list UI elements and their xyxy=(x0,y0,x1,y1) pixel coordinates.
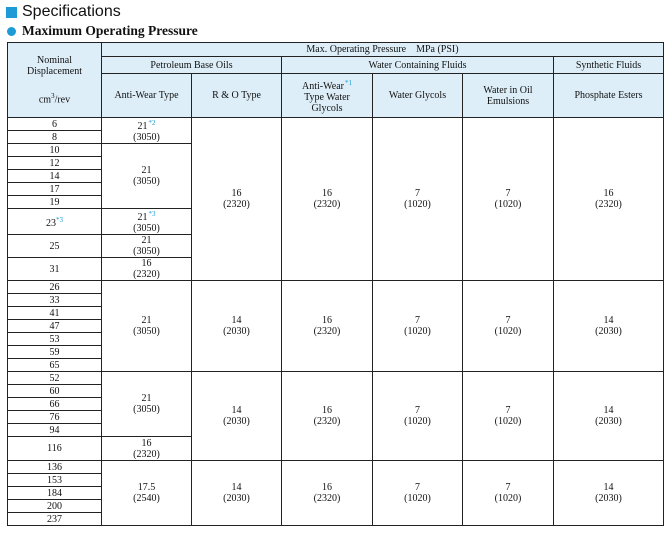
aw-water-glycol-header: Anti-Wear$^{*1}$ Type Water Glycols xyxy=(282,74,373,118)
displacement-cell: 41 xyxy=(8,307,102,320)
phosphate-cell: 16 (2320) xyxy=(554,118,664,281)
displacement-cell: 31 xyxy=(8,258,102,281)
displacement-cell: 12 xyxy=(8,157,102,170)
nominal-displacement-header xyxy=(8,43,102,118)
displacement-cell: 47 xyxy=(8,320,102,333)
ro-cell: 14 (2030) xyxy=(192,372,282,461)
aw-water-cell: 16 (2320) xyxy=(282,118,373,281)
displacement-cell: 136 xyxy=(8,461,102,474)
water-glycols-header: Water Glycols xyxy=(373,74,463,118)
displacement-cell: 23$^{*3}$ xyxy=(8,209,102,235)
displacement-cell: 76 xyxy=(8,411,102,424)
anti-wear-cell: 21 (3050) xyxy=(102,235,192,258)
displacement-cell: 8 xyxy=(8,131,102,144)
water-oil-cell: 7 (1020) xyxy=(463,281,554,372)
displacement-cell: 184 xyxy=(8,487,102,500)
displacement-cell: 237 xyxy=(8,513,102,526)
displacement-cell: 94 xyxy=(8,424,102,437)
water-oil-header: Water in Oil Emulsions xyxy=(463,74,554,118)
ro-cell: 14 (2030) xyxy=(192,281,282,372)
table-row xyxy=(8,118,664,131)
section-title: Specifications xyxy=(22,3,121,20)
water-oil-cell: 7 (1020) xyxy=(463,461,554,526)
synthetic-header: Synthetic Fluids xyxy=(554,57,664,74)
displacement-cell: 153 xyxy=(8,474,102,487)
anti-wear-cell: 21 (3050) xyxy=(102,281,192,372)
displacement-cell: 25 xyxy=(8,235,102,258)
phosphate-cell: 14 (2030) xyxy=(554,372,664,461)
water-fluids-header: Water Containing Fluids xyxy=(282,57,554,74)
pressure-table xyxy=(7,42,664,526)
anti-wear-cell: 17.5 (2540) xyxy=(102,461,192,526)
anti-wear-cell: 21 (3050) xyxy=(102,372,192,437)
nominal-label: Nominal Displacement xyxy=(27,54,82,77)
subsection-title: Maximum Operating Pressure xyxy=(22,23,198,38)
displacement-cell: 33 xyxy=(8,294,102,307)
water-oil-cell: 7 (1020) xyxy=(463,372,554,461)
unit-label: $cm^3$/rev xyxy=(38,91,71,106)
anti-wear-cell: 16 (2320) xyxy=(102,258,192,281)
displacement-cell: 59 xyxy=(8,346,102,359)
displacement-cell: 6 xyxy=(8,118,102,131)
water-oil-cell: 7 (1020) xyxy=(463,118,554,281)
displacement-cell: 14 xyxy=(8,170,102,183)
table-row xyxy=(8,372,664,385)
table-row xyxy=(8,281,664,294)
phosphate-header: Phosphate Esters xyxy=(554,74,664,118)
ro-cell: 16 (2320) xyxy=(192,118,282,281)
water-glycols-cell: 7 (1020) xyxy=(373,372,463,461)
circle-bullet-icon xyxy=(7,27,16,36)
displacement-cell: 52 xyxy=(8,372,102,385)
ro-header: R & O Type xyxy=(192,74,282,118)
displacement-cell: 17 xyxy=(8,183,102,196)
anti-wear-header: Anti-Wear Type xyxy=(102,74,192,118)
displacement-cell: 19 xyxy=(8,196,102,209)
max-pressure-header: Max. Operating Pressure MPa (PSI) xyxy=(102,43,664,57)
displacement-cell: 26 xyxy=(8,281,102,294)
aw-water-cell: 16 (2320) xyxy=(282,281,373,372)
phosphate-cell: 14 (2030) xyxy=(554,461,664,526)
ro-cell: 14 (2030) xyxy=(192,461,282,526)
phosphate-cell: 14 (2030) xyxy=(554,281,664,372)
displacement-cell: 53 xyxy=(8,333,102,346)
displacement-cell: 60 xyxy=(8,385,102,398)
petroleum-header: Petroleum Base Oils xyxy=(102,57,282,74)
displacement-cell: 66 xyxy=(8,398,102,411)
anti-wear-cell: 16 (2320) xyxy=(102,437,192,461)
water-glycols-cell: 7 (1020) xyxy=(373,461,463,526)
aw-water-cell: 16 (2320) xyxy=(282,372,373,461)
displacement-cell: 65 xyxy=(8,359,102,372)
anti-wear-cell: 21$^{*3}$ (3050) xyxy=(102,209,192,235)
water-glycols-cell: 7 (1020) xyxy=(373,118,463,281)
subsection-header xyxy=(6,22,198,40)
water-glycols-cell: 7 (1020) xyxy=(373,281,463,372)
anti-wear-cell: 21$^{*2}$ (3050) xyxy=(102,118,192,144)
displacement-cell: 10 xyxy=(8,144,102,157)
anti-wear-cell: 21 (3050) xyxy=(102,144,192,209)
displacement-cell: 200 xyxy=(8,500,102,513)
section-header xyxy=(6,2,121,22)
aw-water-cell: 16 (2320) xyxy=(282,461,373,526)
table-row xyxy=(8,461,664,474)
displacement-cell: 116 xyxy=(8,437,102,461)
square-bullet-icon xyxy=(6,7,17,18)
